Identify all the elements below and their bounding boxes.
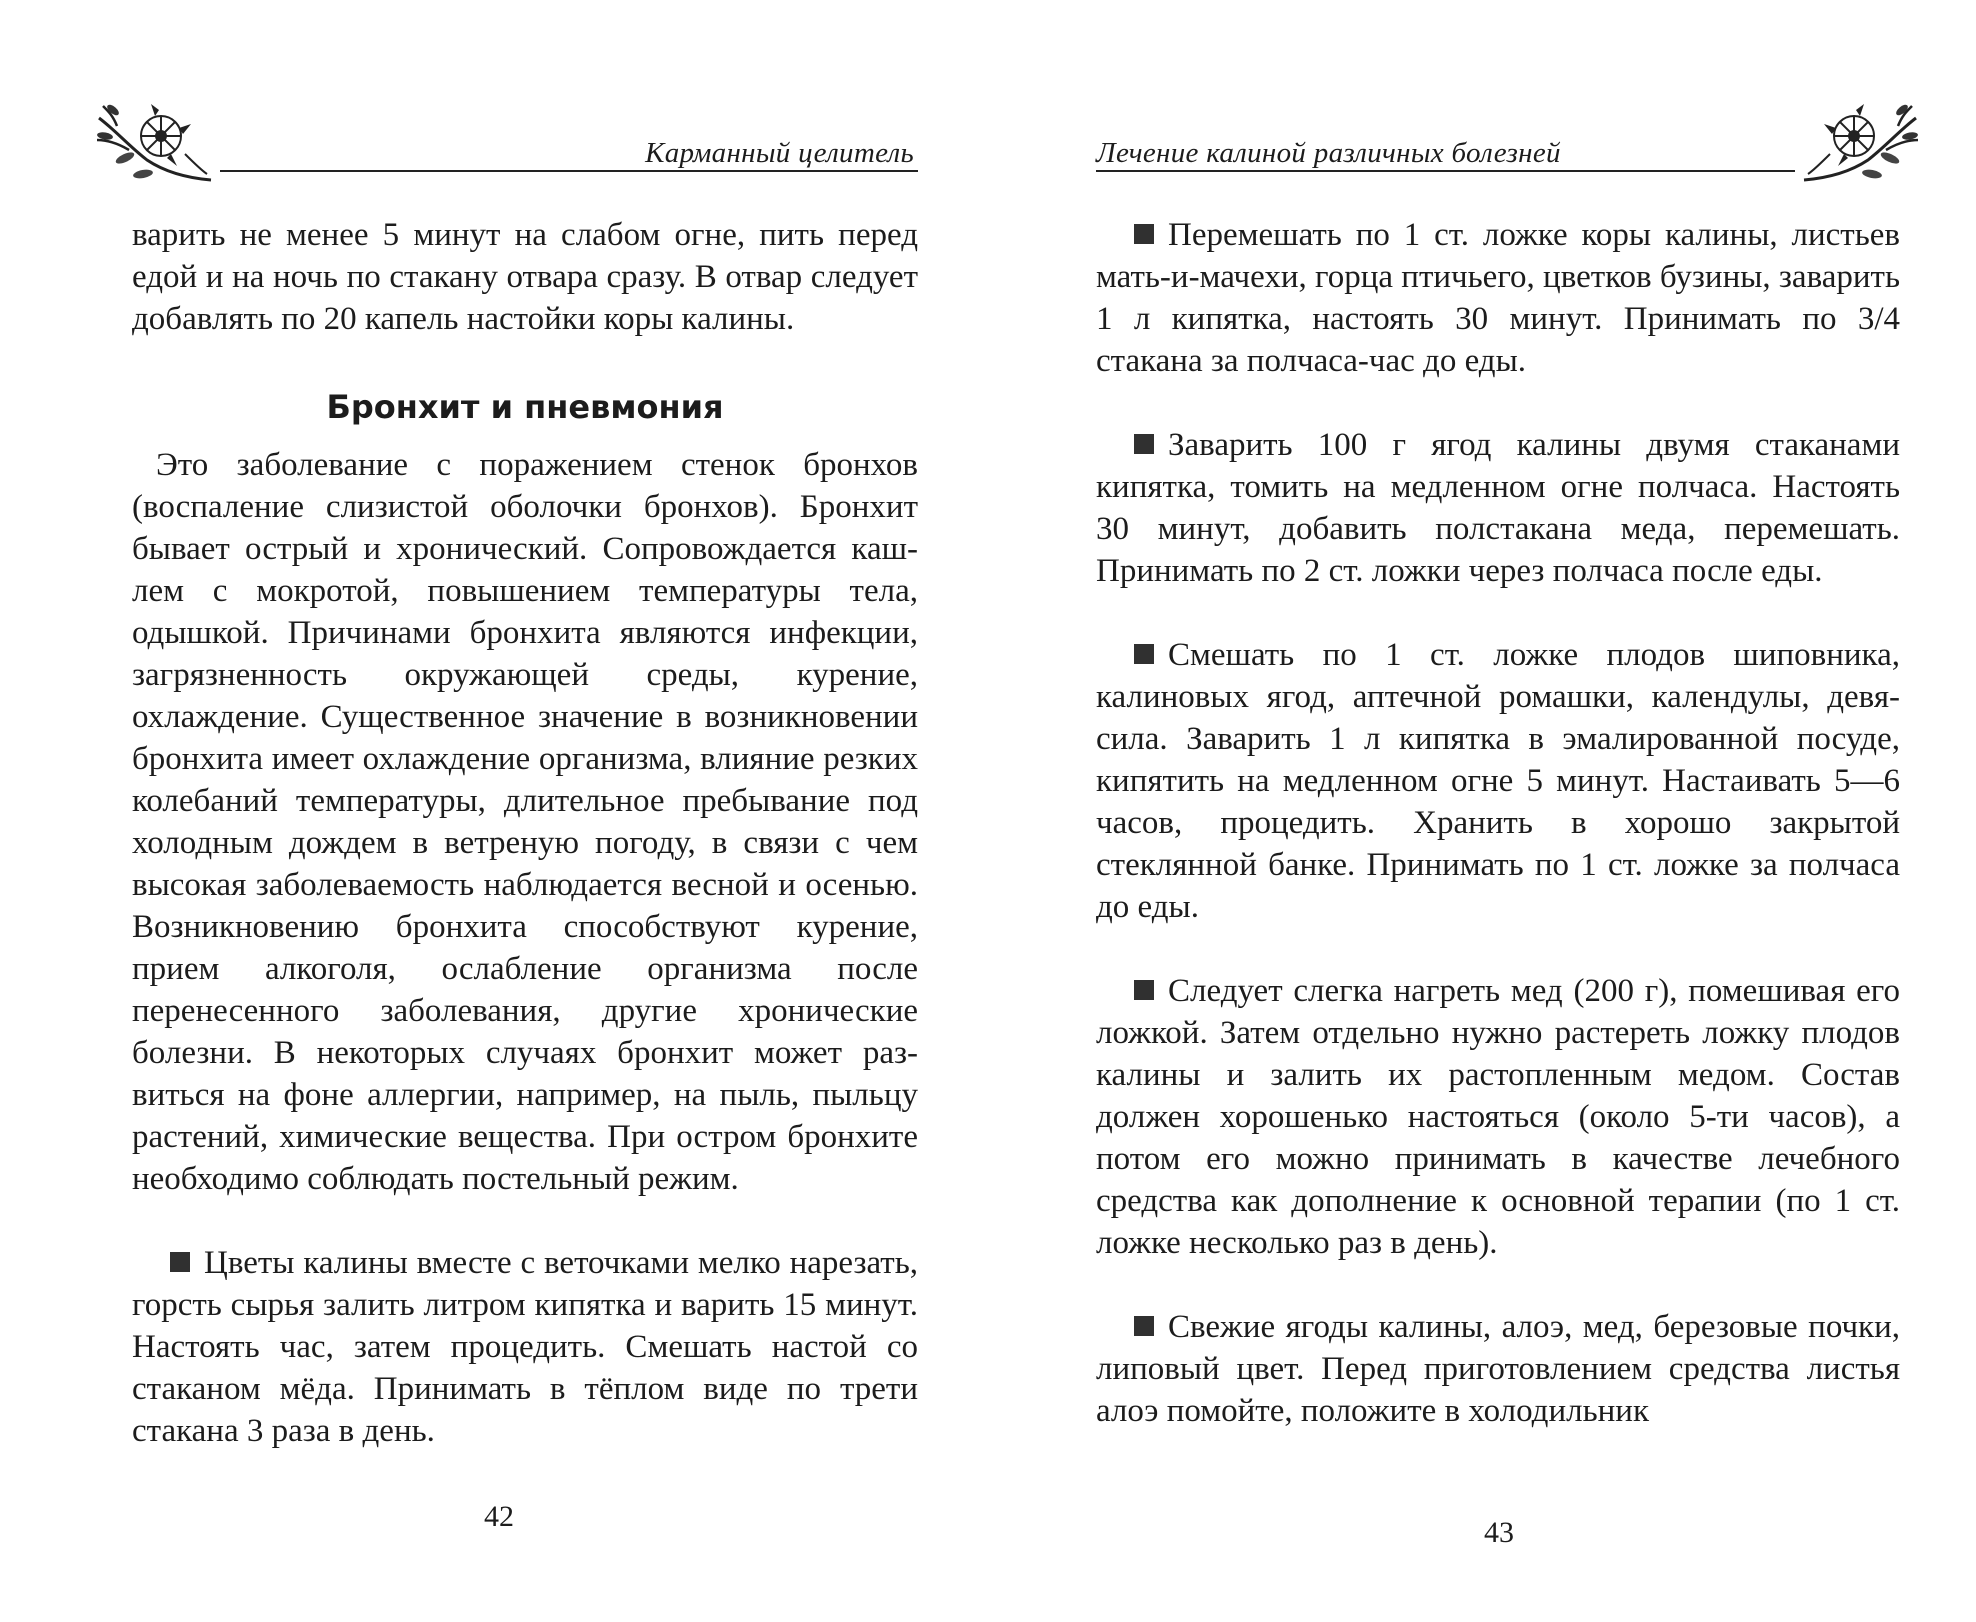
intro-paragraph: Это заболевание с поражением стенок бронхов (воспаление слизистой оболочки бронхов). Бронхит бывает острый и хронический. Сопровождается кашлем с мокротой, повышением температуры тела, одышкой. Причинами бронхита являются инфекции, загрязненность окружающей среды, курение, охлаждение. Существенное значение в возникновении бронхита имеет охлаждение организма, влияние резких колебаний температуры, длительное пребывание под холодным дождем в ветреную погоду, в связи с чем высокая заболеваемость наблюдается весной и осенью. Возникновению бронхита способствуют курение, прием алкоголя, ослабление организма после перенесенного заболевания, другие хронические болезни. В некоторых случаях бронхит может развиться на фоне аллергии, например, на пыль, пыльцу растений, химические вещества. При остром бронхите необходимо соблюдать постельный режим. bbox=[132, 447, 918, 1197]
running-header bbox=[1096, 100, 1920, 190]
recipe-item bbox=[132, 1242, 918, 1452]
square-bullet-icon bbox=[1134, 980, 1154, 1000]
header-rule bbox=[1096, 170, 1795, 172]
recipe-text: Заварить 100 г ягод калины двумя стаканами кипятка, томить на медленном огне полчаса. Настоять 30 минут, добавить полстакана меда, перемешать. Принимать по 2 ст. ложки через полчаса после еды. bbox=[1096, 427, 1900, 589]
flower-sprig-icon bbox=[95, 100, 213, 184]
page-body bbox=[1096, 214, 1900, 1432]
flower-sprig-icon bbox=[1802, 100, 1920, 184]
page-number: 43 bbox=[1484, 1516, 1514, 1549]
recipe-text: Перемешать по 1 ст. ложке коры калины, листьев мать-и-мачехи, горца птичьего, цветков бузины, заварить 1 л кипятка, настоять 30 минут. Принимать по 3/4 стакана за полчаса-час до еды. bbox=[1096, 217, 1901, 379]
recipe-text: Смешать по 1 ст. ложке плодов шиповника, калиновых ягод, аптечной ромашки, календулы, девясила. Заварить 1 л кипятка в эмалированной посуде, кипятить на медленном огне 5 минут. Настаивать 5—6 часов, процедить. Хранить в хорошо закрытой стеклянной банке. Принимать по 1 ст. ложке за полчаса до еды. bbox=[1096, 637, 1900, 925]
recipe-text: Свежие ягоды калины, алоэ, мед, березовые почки, липовый цвет. Перед приготовлением средства листья алоэ помойте, положите в холодильник bbox=[1096, 1309, 1900, 1429]
page-number: 42 bbox=[484, 1500, 514, 1533]
recipe-item bbox=[1096, 214, 1900, 382]
running-header bbox=[95, 100, 918, 190]
square-bullet-icon bbox=[1134, 224, 1154, 244]
recipe-item bbox=[1096, 970, 1900, 1264]
recipe-text: Следует слегка нагреть мед (200 г), помешивая его ложкой. Затем отдельно нужно растереть ложку плодов калины и залить их растопленным медом. Состав должен хорошенько настояться (около 5-ти часов), а потом его можно принимать в качестве лечебного средства как дополнение к основной терапии (по 1 ст. ложке несколько раз в день). bbox=[1096, 973, 1900, 1261]
continuation-paragraph: варить не менее 5 минут на слабом огне, пить перед едой и на ночь по стакану отвара сразу. В отвар следует добавлять по 20 капель настойки коры калины. bbox=[132, 217, 918, 337]
page-body bbox=[132, 214, 918, 1452]
recipe-item bbox=[1096, 634, 1900, 928]
square-bullet-icon bbox=[1134, 434, 1154, 454]
running-header-title: Карманный целитель bbox=[645, 137, 914, 169]
section-title: Бронхит и пневмония bbox=[326, 388, 724, 426]
recipe-item bbox=[1096, 1306, 1900, 1432]
square-bullet-icon bbox=[1134, 644, 1154, 664]
square-bullet-icon bbox=[170, 1252, 190, 1272]
recipe-item bbox=[1096, 424, 1900, 592]
recipe-text: Цветы калины вместе с веточками мелко нарезать, горсть сырья залить литром кипятка и варить 15 минут. Настоять час, затем процедить. Смешать настой со стаканом мёда. Принимать в тёплом виде по трети стакана 3 раза в день. bbox=[132, 1245, 918, 1449]
header-rule bbox=[220, 170, 918, 172]
running-header-title: Лечение калиной различных болезней bbox=[1096, 137, 1561, 169]
right-page bbox=[988, 0, 1976, 1622]
square-bullet-icon bbox=[1134, 1316, 1154, 1336]
